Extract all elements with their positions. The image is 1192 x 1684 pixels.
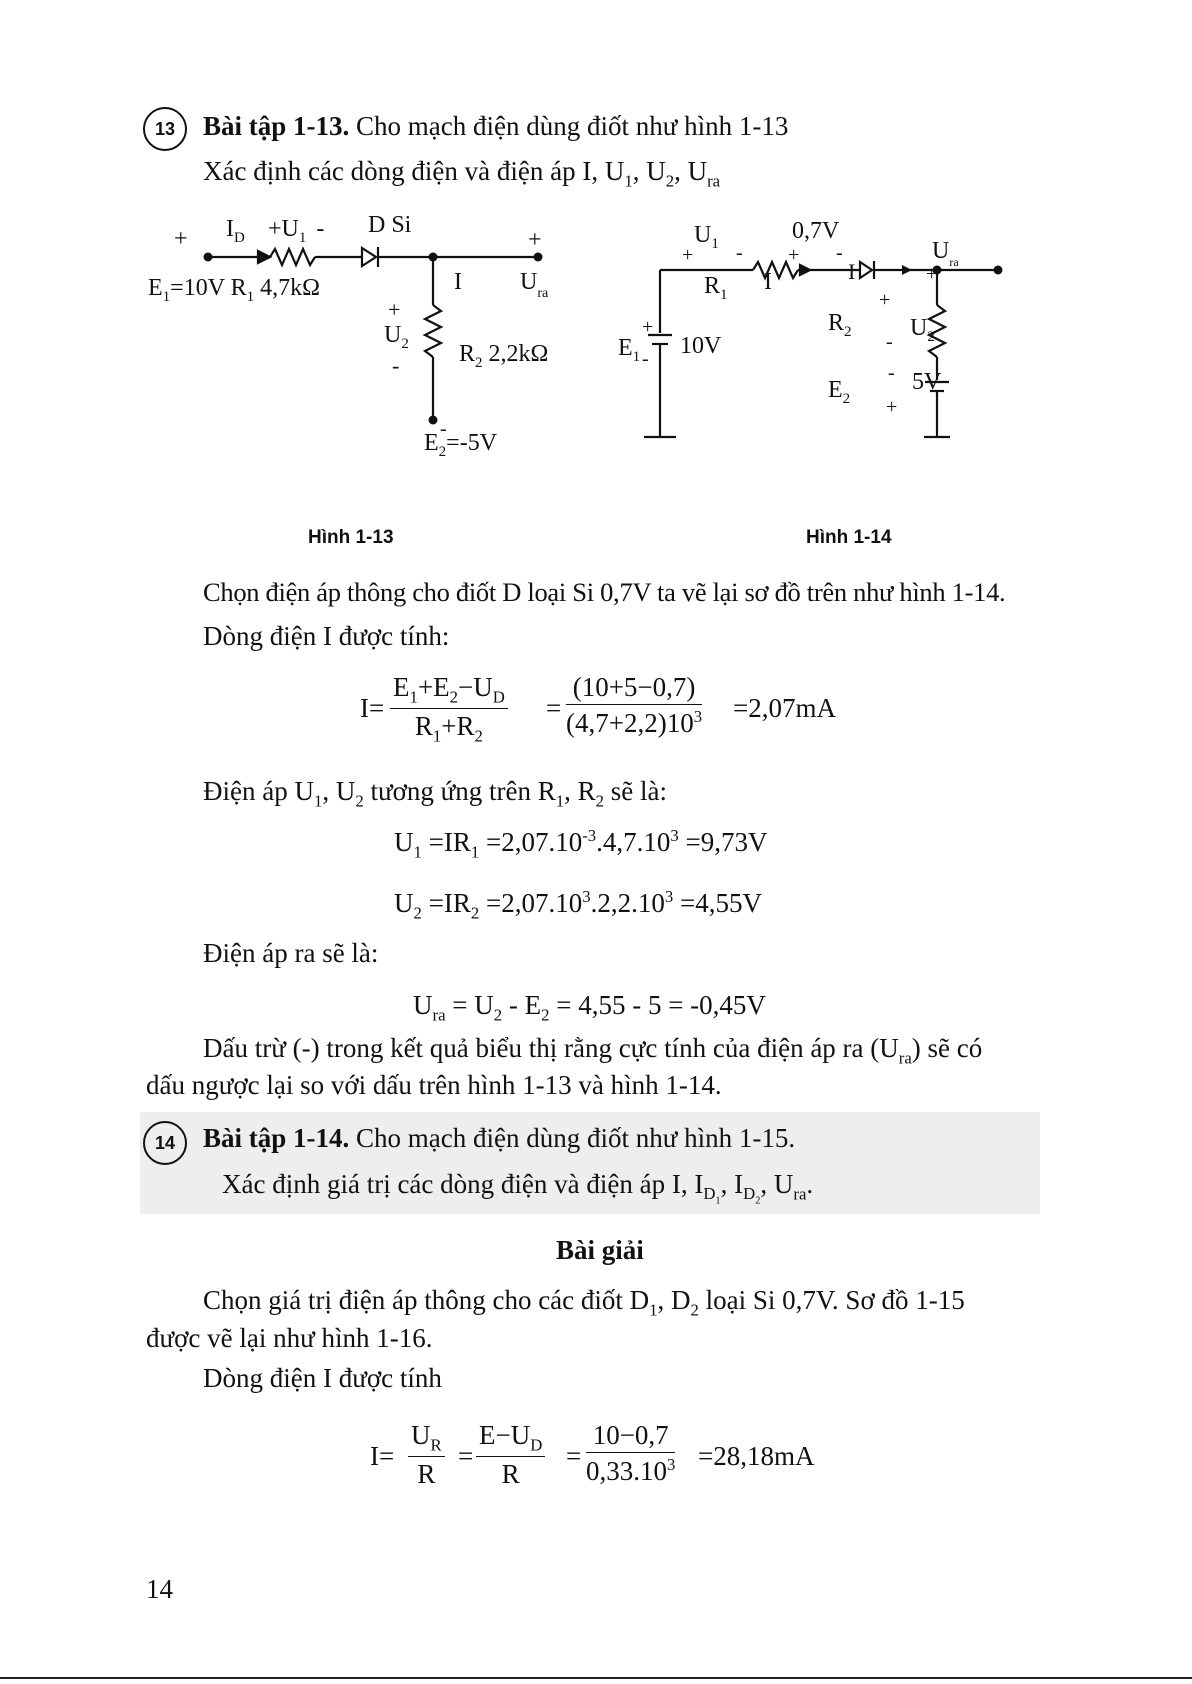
figure-1-13-circuit [140,205,600,495]
term: U [394,888,414,918]
solution-14-line-2: được vẽ lại như hình 1-16. [146,1323,433,1353]
text: loại Si 0,7V. Sơ đồ 1-15 [698,1285,965,1315]
task-text: Xác định các dòng điện và điện áp I, U [203,156,625,186]
equation-i14-lhs: I= [370,1441,395,1471]
text: ) sẽ có [911,1033,983,1063]
label-sub: 2 [844,324,852,340]
text-sub: 2 [595,791,605,811]
diode-icon [362,248,376,266]
term: (4,7+2,2)10 [566,708,694,739]
solution-14-line-3: Dòng điện I được tính [203,1363,442,1393]
text: , D [657,1285,691,1315]
term: - E [502,990,542,1020]
label-part: E [148,275,163,301]
text-sub: 1 [313,791,323,811]
fraction-denominator [390,709,508,746]
term: =2,07.10 [479,888,583,918]
term-sub: ra [432,1005,446,1025]
term-sub: 2 [474,726,483,746]
term-sub: 1 [409,687,418,707]
page-number: 14 [146,1574,173,1604]
text-sub: ra [898,1048,912,1068]
term: =IR [421,827,471,857]
label-part: E [828,377,843,403]
equation-current-fraction-2 [566,672,702,739]
label-part: E [424,430,439,456]
term-sup: 3 [670,826,679,845]
term: U [413,990,433,1020]
problem-14-badge: 14 [143,1121,187,1165]
solution-13-line-3 [203,777,667,811]
fraction-numerator: (10+5−0,7) [566,672,702,705]
problem-14-heading [203,1124,795,1154]
text-sub-sub: 1 [715,1195,721,1207]
text: sẽ là: [604,776,668,806]
label-part: =-5V [446,430,498,456]
label-part: I [226,216,234,242]
term-sub: 1 [413,842,422,862]
term-sub: 2 [413,903,422,923]
equation-u1 [394,826,768,862]
label-diode: D Si [368,212,412,238]
label-sub: ra [949,255,959,269]
text: . [806,1169,814,1199]
problem-13-task [203,157,720,191]
label-r2 [828,310,852,340]
label-i: I [848,259,856,284]
page-bottom-rule [0,1677,1192,1679]
label-minus: - [836,242,843,264]
text-sub: 1 [649,1300,658,1320]
label-i: I [764,269,772,295]
term: =4,55V [673,888,762,918]
node-dot [534,253,543,262]
problem-14-task [222,1170,813,1207]
label-plus: + [642,316,654,338]
label-part: R [828,310,845,336]
fraction-denominator [566,705,702,739]
label-minus: - [886,331,893,353]
equation-current-fraction-1 [390,672,508,745]
figure-1-13-caption: Hình 1-13 [308,527,394,548]
label-minus: - [888,362,895,384]
label-u1 [694,222,719,252]
label-i: I [454,269,462,295]
label-e2 [424,430,498,460]
term: = U [445,990,494,1020]
label-part: E [618,335,633,361]
label-sub: 1 [246,289,255,305]
term: U [411,1420,431,1450]
label-part: R [704,273,721,299]
label-e1-r1 [148,275,320,305]
solution-13-line-1: Chọn điện áp thông cho điốt D loại Si 0,7V ta vẽ lại sơ đồ trên như hình 1-14. [203,577,1006,607]
equation-current-equals: = [546,693,562,723]
text-sub-part: D [703,1184,716,1204]
label-id [226,216,245,246]
term: = 4,55 - 5 = -0,45V [549,990,766,1020]
node-dot [204,253,213,262]
label-minus: - [642,348,649,370]
task-text: , U [632,156,666,186]
figure-1-14-caption: Hình 1-14 [806,527,892,548]
resistor-r2-icon [425,305,441,357]
term: +R [441,710,475,741]
label-part: - [316,216,325,242]
label-plus: + [388,297,401,322]
label-part: U [520,269,538,295]
solution-13-line-5 [203,1034,982,1068]
term-sub: 1 [432,726,442,746]
text: Dấu trừ (-) trong kết quả biểu thị rằng cực tính của điện áp ra (U [203,1033,899,1063]
text-sub: ra [793,1184,807,1204]
label-part: U [910,315,928,341]
equation-i14-fraction-2 [476,1420,545,1490]
fraction-numerator [390,672,508,709]
figure-1-14-circuit [618,205,1060,495]
label-minus: - [736,242,743,264]
term-sup: 3 [582,887,591,906]
solution-14-heading: Bài giải [556,1235,644,1265]
label-plus: + [528,227,542,253]
label-plus: + [174,226,188,252]
label-part: +U [268,216,299,242]
label-u2 [384,322,409,352]
label-sub: 1 [162,289,171,305]
label-sub: 1 [632,349,641,365]
label-drop: 0,7V [792,218,840,244]
label-sub: D [234,230,245,246]
term-sub: 2 [541,1005,550,1025]
problem-13-heading [203,112,788,142]
solution-13-line-2: Dòng điện I được tính: [203,621,450,651]
solution-13-line-4: Điện áp ra sẽ là: [203,938,379,968]
problem-14-title: Bài tập 1-14. [203,1123,350,1153]
label-e2 [828,377,850,407]
text: , U [760,1169,794,1199]
text-sub-part: D [743,1184,756,1204]
node-dot [429,416,438,425]
label-minus: - [392,353,400,378]
term-sup: 3 [667,1455,676,1475]
text-sub: 1 [555,791,565,811]
text: , U [322,776,356,806]
solution-14-line-1 [203,1286,965,1320]
label-e1 [618,335,640,365]
label-sub: 1 [711,236,719,252]
term-sub: 2 [493,1005,503,1025]
term-sub: D [492,687,505,707]
text-sub: 2 [355,791,364,811]
problem-13-intro: Cho mạch điện dùng điốt như hình 1-13 [356,111,789,141]
term-sup: 3 [664,887,674,906]
term: U [394,827,414,857]
label-sub: 2 [438,444,447,460]
problem-14-intro: Cho mạch điện dùng điốt như hình 1-15. [356,1123,796,1153]
fraction-denominator [586,1453,675,1487]
text: , I [720,1169,744,1199]
label-sub: 2 [927,329,935,345]
text-sub [703,1184,721,1207]
label-plus: + [886,396,898,418]
text-sub: 2 [690,1300,699,1320]
term-sub: 1 [470,842,480,862]
equation-current-result: =2,07mA [733,693,836,723]
term: R [414,710,433,741]
label-value: 5V [912,369,942,395]
fraction-denominator: R [501,1458,520,1489]
problem-13-badge: 13 [143,107,187,151]
term: =IR [421,888,471,918]
label-r2 [459,341,548,371]
equation-i14-equals-1: = [458,1441,474,1471]
equation-current-lhs: I= [360,693,385,723]
term: 0,33.10 [586,1456,667,1487]
current-arrow-icon [800,265,810,275]
label-ura [520,269,549,301]
term: +E [417,672,450,702]
node-dot [429,253,438,262]
term-sub: D [530,1435,543,1455]
equation-i14-result: =28,18mA [698,1441,815,1471]
term: .4,7.10 [596,827,671,857]
equation-ura [413,990,766,1025]
label-sub: 1 [720,287,728,303]
text-sub [743,1184,761,1207]
diode-icon [860,262,872,278]
term-sub: 2 [470,903,480,923]
label-part: 4,7kΩ [254,275,320,301]
term: .2,2.10 [590,888,665,918]
fraction-numerator [408,1420,445,1457]
term-sup: 3 [693,707,703,727]
text: Xác định giá trị các dòng điện và điện áp I, I [222,1169,704,1199]
label-sub: 2 [475,355,483,371]
current-arrow-icon [902,265,912,275]
label-part: U [694,222,712,248]
text: tương ứng trên R [363,776,556,806]
term: −U [457,672,493,702]
label-plus: + [682,244,694,266]
label-sub: 2 [401,336,409,352]
label-plus: + [879,289,891,311]
term: E [393,672,410,702]
task-text: , U [674,156,708,186]
text: Chọn giá trị điện áp thông cho các điốt D [203,1285,650,1315]
fraction-numerator: 10−0,7 [586,1420,675,1453]
equation-i14-fraction-3 [586,1420,675,1487]
label-minus: - [440,418,447,440]
term: =9,73V [678,827,768,857]
term-sub: R [430,1435,442,1455]
problem-13-title: Bài tập 1-13. [203,111,350,141]
equation-i14-fraction-1 [408,1420,445,1490]
fraction-numerator [476,1420,545,1457]
term-sup: -3 [582,826,597,845]
label-part: =10V R [170,275,247,301]
fraction-denominator: R [417,1458,436,1489]
label-sub: 1 [298,230,307,246]
term: E−U [479,1420,531,1450]
solution-13-line-6: dấu ngược lại so với dấu trên hình 1-13 và hình 1-14. [146,1070,722,1100]
label-part: 2,2kΩ [482,341,549,367]
resistor-r1-icon [270,249,315,265]
equation-u2 [394,887,762,923]
task-sub: ra [707,171,721,191]
label-value: 10V [680,333,722,359]
node-dot [994,266,1003,275]
task-sub: 2 [665,171,675,191]
task-sub: 1 [624,171,633,191]
label-part: U [384,322,402,348]
label-sub: 2 [842,391,851,407]
label-plus: + [788,244,800,266]
label-u1 [268,216,324,246]
label-plus: + [926,263,938,285]
text: Điện áp U [203,776,314,806]
term: =2,07.10 [479,827,583,857]
equation-i14-equals-2: = [566,1441,582,1471]
label-part: U [932,238,950,264]
term-sub: 2 [449,687,458,707]
label-part: R [459,341,476,367]
label-sub: ra [537,286,549,301]
text-sub-sub: 2 [755,1195,761,1207]
text: , R [564,776,596,806]
current-arrow-icon [258,251,270,263]
label-r1 [704,273,728,303]
